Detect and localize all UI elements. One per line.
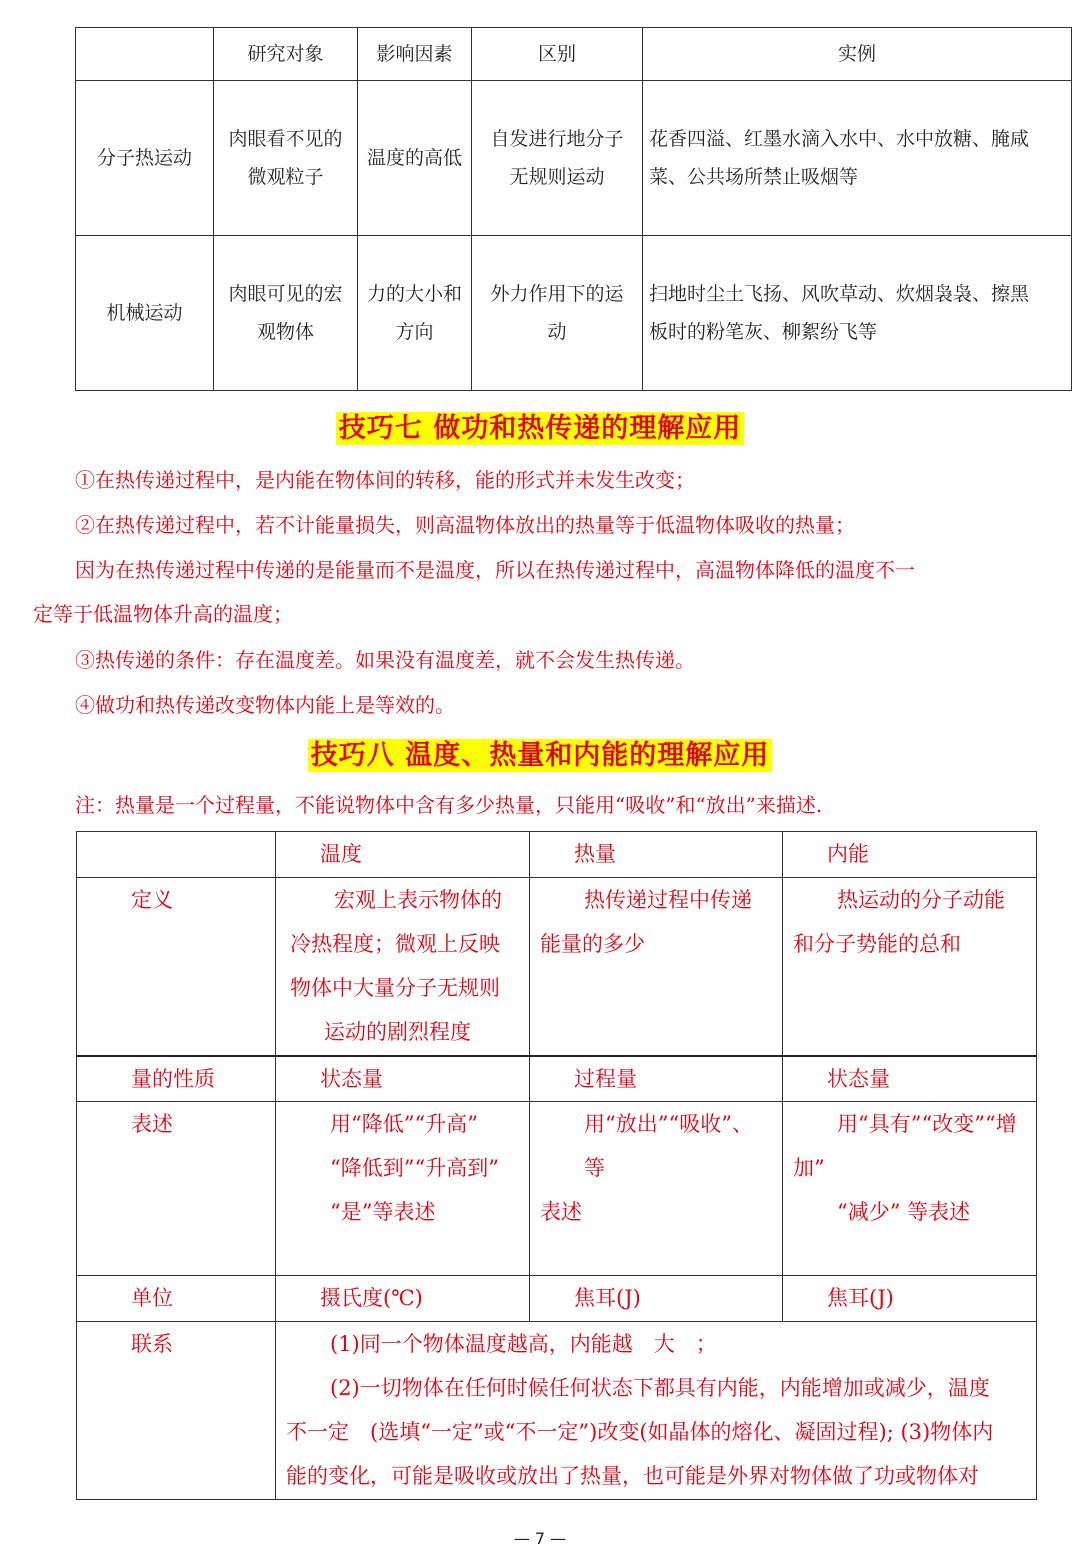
heat-expression-cell	[530, 1102, 783, 1276]
row-label: 定义	[77, 878, 276, 1056]
header-cell: 实例	[643, 28, 1072, 81]
examples-cell	[643, 81, 1072, 236]
text-line: 表述	[540, 1200, 582, 1224]
paragraph-line: 定等于低温物体升高的温度；	[33, 602, 293, 626]
row-label: 量的性质	[77, 1056, 276, 1102]
relation-cell	[276, 1322, 1037, 1500]
row-label: 分子热运动	[76, 81, 214, 236]
text-line: 物体中大量分子无规则	[290, 976, 500, 1000]
section-7-heading	[0, 406, 1080, 445]
motion-comparison-table	[75, 27, 1072, 391]
difference-cell	[472, 81, 643, 236]
temperature-nature-cell: 状态量	[276, 1056, 530, 1102]
table-row	[77, 1322, 1037, 1500]
table-row	[76, 236, 1072, 391]
text-line: (2)一切物体在任何时候任何状态下都具有内能，内能增加或减少，温度	[330, 1376, 990, 1400]
text-line: 无规则运动	[509, 166, 605, 188]
text-line: 板时的粉笔灰、柳絮纷飞等	[649, 321, 878, 343]
text-line: “减少” 等表述	[837, 1200, 971, 1224]
paragraph-line: ④做功和热传递改变物体内能上是等效的。	[75, 693, 455, 717]
heat-nature-cell: 过程量	[530, 1056, 783, 1102]
text-line: “降低到”“升高到”	[330, 1156, 499, 1180]
text-line: (1)同一个物体温度越高，内能越 大 ；	[330, 1332, 717, 1356]
section-7-title: 技巧七 做功和热传递的理解应用	[336, 412, 744, 445]
factor-cell	[358, 236, 472, 391]
text-line: 加”	[793, 1156, 825, 1180]
text-line: 微观粒子	[247, 166, 324, 188]
difference-cell	[472, 236, 643, 391]
temperature-unit-cell: 摄氏度(℃)	[276, 1276, 530, 1322]
paragraph-line: 因为在热传递过程中传递的是能量而不是温度，所以在热传递过程中，高温物体降低的温度不一	[75, 558, 915, 582]
header-cell	[76, 28, 214, 81]
text-line: 菜、公共场所禁止吸烟等	[649, 166, 859, 188]
energy-definition-cell	[783, 878, 1037, 1056]
note-line: 注：热量是一个过程量，不能说物体中含有多少热量，只能用“吸收”和“放出”来描述.	[75, 793, 823, 817]
row-label: 机械运动	[76, 236, 214, 391]
paragraph-line: ③热传递的条件：存在温度差。如果没有温度差，就不会发生热传递。	[75, 648, 695, 672]
examples-cell	[643, 236, 1072, 391]
header-cell: 温度	[276, 832, 530, 878]
text-line: “是”等表述	[330, 1200, 436, 1224]
text-line: 不一定 (选填“一定”或“不一定”)改变(如晶体的熔化、凝固过程); (3)物体内	[286, 1420, 994, 1444]
table-row	[77, 1276, 1037, 1322]
text-line: 用“降低”“升高”	[330, 1112, 478, 1136]
paragraph-line: ①在热传递过程中，是内能在物体间的转移，能的形式并未发生改变；	[75, 468, 695, 492]
energy-expression-cell	[783, 1102, 1037, 1276]
text-line: 热运动的分子动能	[837, 888, 1005, 912]
text-line: 冷热程度；微观上反映	[290, 932, 500, 956]
header-cell: 热量	[530, 832, 783, 878]
text-line: 肉眼可见的宏	[228, 283, 343, 305]
table-header-row	[76, 28, 1072, 81]
table-row	[77, 878, 1037, 1056]
row-label: 联系	[77, 1322, 276, 1500]
text-line: 运动的剧烈程度	[324, 1020, 471, 1044]
energy-nature-cell: 状态量	[783, 1056, 1037, 1102]
heat-definition-cell	[530, 878, 783, 1056]
temperature-expression-cell	[276, 1102, 530, 1276]
energy-unit-cell: 焦耳(J)	[783, 1276, 1037, 1322]
page-number: — 7 —	[513, 1529, 567, 1548]
header-cell: 研究对象	[214, 28, 358, 81]
text-line: 热传递过程中传递	[584, 888, 752, 912]
text-line: 方向	[395, 321, 434, 343]
section-8-title: 技巧八 温度、热量和内能的理解应用	[308, 739, 772, 772]
header-cell: 内能	[783, 832, 1037, 878]
text-line: 观物体	[256, 321, 314, 343]
text-line: 和分子势能的总和	[793, 932, 961, 956]
row-label: 表述	[77, 1102, 276, 1276]
text-line: 力的大小和	[366, 283, 462, 305]
text-line: 能的变化，可能是吸收或放出了热量，也可能是外界对物体做了功或物体对	[286, 1464, 979, 1488]
paragraph-line: ②在热传递过程中，若不计能量损失，则高温物体放出的热量等于低温物体吸收的热量；	[75, 513, 855, 537]
object-cell	[214, 236, 358, 391]
heat-concepts-table	[76, 831, 1037, 1500]
object-cell	[214, 81, 358, 236]
text-line: 外力作用下的运	[490, 283, 624, 305]
text-line: 用“具有”“改变”“增	[837, 1112, 1017, 1136]
header-cell: 区别	[472, 28, 643, 81]
text-line: 宏观上表示物体的	[334, 888, 502, 912]
section-8-heading	[0, 733, 1080, 772]
text-line: 动	[547, 321, 567, 343]
text-line: 能量的多少	[540, 932, 645, 956]
row-label: 单位	[77, 1276, 276, 1322]
table-header-row	[77, 832, 1037, 878]
table-row	[76, 81, 1072, 236]
factor-cell: 温度的高低	[358, 81, 472, 236]
header-cell: 影响因素	[358, 28, 472, 81]
header-cell	[77, 832, 276, 878]
temperature-definition-cell	[276, 878, 530, 1056]
heat-unit-cell: 焦耳(J)	[530, 1276, 783, 1322]
table-row	[77, 1102, 1037, 1276]
text-line: 自发进行地分子	[490, 128, 624, 150]
text-line: 扫地时尘土飞扬、风吹草动、炊烟袅袅、擦黑	[649, 283, 1030, 305]
text-line: 花香四溢、红墨水滴入水中、水中放糖、腌咸	[649, 128, 1030, 150]
text-line: 用“放出”“吸收”、等	[584, 1112, 753, 1180]
table-row	[77, 1056, 1037, 1102]
text-line: 肉眼看不见的	[228, 128, 343, 150]
